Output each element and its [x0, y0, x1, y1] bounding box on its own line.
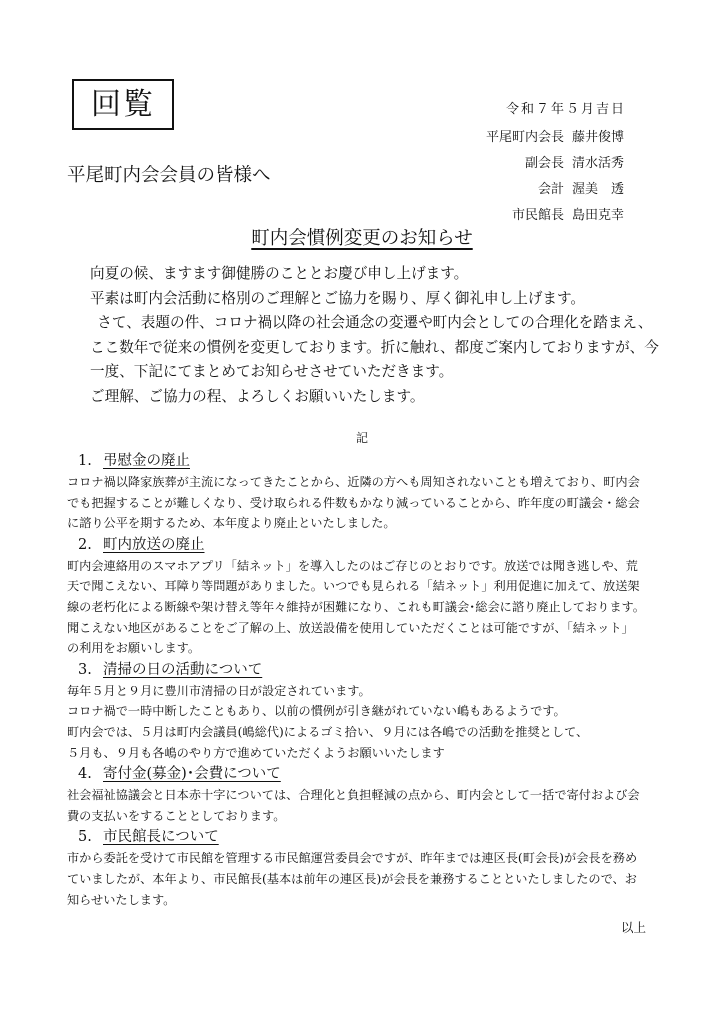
ki-marker: 記 [355, 431, 368, 445]
item-line: 費の支払いをすることとしております。 [67, 808, 286, 823]
item-body [67, 681, 662, 763]
item-title: 清掃の日の活動について [103, 661, 263, 678]
item-line: コロナ禍以降家族葬が主流になってきたことから、近隣の方へも周知されないことも増えており、町内会 [67, 475, 640, 489]
item-heading [67, 659, 662, 681]
document-title-wrap [0, 224, 724, 250]
item-line: ５月も、９月も各嶋のやり方で進めていただくようお願いいたします [67, 745, 445, 760]
item-section [67, 450, 662, 534]
item-body [67, 785, 662, 826]
officer-role: 平尾町内会長 [485, 130, 564, 145]
items-list [67, 450, 662, 910]
document-title: 町内会慣例変更のお知らせ [251, 228, 473, 249]
officer-row [480, 125, 680, 151]
item-section [67, 534, 662, 659]
item-line: 市から委託を受けて市民館を管理する市民館運営委員会ですが、昨年までは連区長(町会長)が会長を務め [67, 851, 638, 866]
item-line: 天で聞こえない、耳障り等問題がありました。いつでも見られる「結ネット」利用促進に加えて、放送架 [67, 579, 640, 594]
item-title: 弔慰金の廃止 [103, 453, 190, 469]
officer-name: 清水活秀 [572, 156, 625, 171]
item-heading [67, 763, 662, 785]
officer-row [480, 177, 680, 203]
item-body [67, 472, 662, 534]
intro-line: 一度、下記にてまとめてお知らせさせていただきます。 [90, 363, 454, 380]
item-line: 社会福祉協議会と日本赤十字については、合理化と負担軽減の点から、町内会として一括で寄付および会 [67, 788, 640, 803]
issue-date: 令和７年５月吉日 [506, 102, 627, 117]
item-heading [67, 450, 662, 472]
item-line: 聞こえない地区があることをご了解の上、放送設備を使用していただくことは可能ですが、「結ネット」 [67, 620, 634, 635]
intro-paragraph [90, 262, 670, 409]
item-number: 3. [78, 661, 92, 678]
item-line: 線の老朽化による断線や架け替え等年々維持が困難になり、これも町議会･総会に諮り廃止しております。 [67, 599, 645, 614]
officer-role: 会計 [537, 182, 564, 197]
officer-name: 渥美 透 [572, 182, 625, 197]
item-line: コロナ禍で一時中断したこともあり、以前の慣例が引き継がれていない嶋もあるようです。 [67, 704, 566, 719]
item-line: 町内会連絡用のスマホアプリ「結ネット」を導入したのはご存じのとおりです。放送では聞き逃しや、荒 [67, 558, 638, 573]
item-number: 1. [78, 453, 92, 469]
officer-role: 市民館長 [511, 208, 564, 223]
officer-role: 副会長 [524, 156, 564, 171]
item-line: の利用をお願いします。 [67, 641, 201, 656]
intro-line: ここ数年で従来の慣例を変更しております。折に触れ、都度ご案内しておりますが、今 [90, 338, 659, 356]
officer-name: 島田克幸 [572, 208, 625, 223]
item-section [67, 826, 662, 910]
item-line: 町内会では、５月は町内会議員(嶋総代)によるゴミ拾い、９月には各嶋での活動を推奨として、 [67, 724, 589, 739]
recipient-line: 平尾町内会会員の皆様へ [67, 165, 271, 186]
kairan-box: 回覧 [72, 79, 174, 130]
item-body [67, 556, 662, 659]
officers-list [480, 125, 680, 229]
item-line: に諮り公平を期するため、本年度より廃止といたしました。 [67, 516, 396, 531]
item-heading [67, 534, 662, 556]
officer-row [480, 151, 680, 177]
closing-word: 以上 [620, 920, 646, 935]
item-line: でも把握することが難しくなり、受け取られる件数もかなり減っていることから、昨年度の町議会・総会 [67, 495, 640, 510]
intro-line: 平素は町内会活動に格別のご理解とご協力を賜り、厚く御礼申し上げます。 [90, 289, 586, 307]
item-heading [67, 826, 662, 848]
item-title: 寄付金(募金)･会費について [103, 766, 281, 783]
intro-line: 向夏の候、ますます御健勝のこととお慶び申し上げます。 [90, 265, 469, 282]
item-number: 4. [78, 766, 92, 783]
item-section [67, 659, 662, 763]
item-number: 2. [78, 536, 92, 553]
item-section [67, 763, 662, 826]
item-title: 町内放送の廃止 [103, 536, 205, 553]
item-title: 市民館長について [103, 829, 219, 846]
intro-line: さて、表題の件、コロナ禍以降の社会通念の変遷や町内会としての合理化を踏まえ、 [97, 314, 653, 331]
item-line: 毎年５月と９月に豊川市清掃の日が設定されています。 [67, 683, 371, 698]
intro-line: ご理解、ご協力の程、よろしくお願いいたします。 [90, 387, 425, 405]
officer-name: 藤井俊博 [572, 130, 625, 145]
item-line: ていましたが、本年より、市民館長(基本は前年の連区長)が会長を兼務することといたしましたので、お [67, 871, 637, 886]
item-body [67, 848, 662, 910]
item-number: 5. [78, 829, 92, 846]
item-line: 知らせいたします。 [67, 892, 176, 907]
